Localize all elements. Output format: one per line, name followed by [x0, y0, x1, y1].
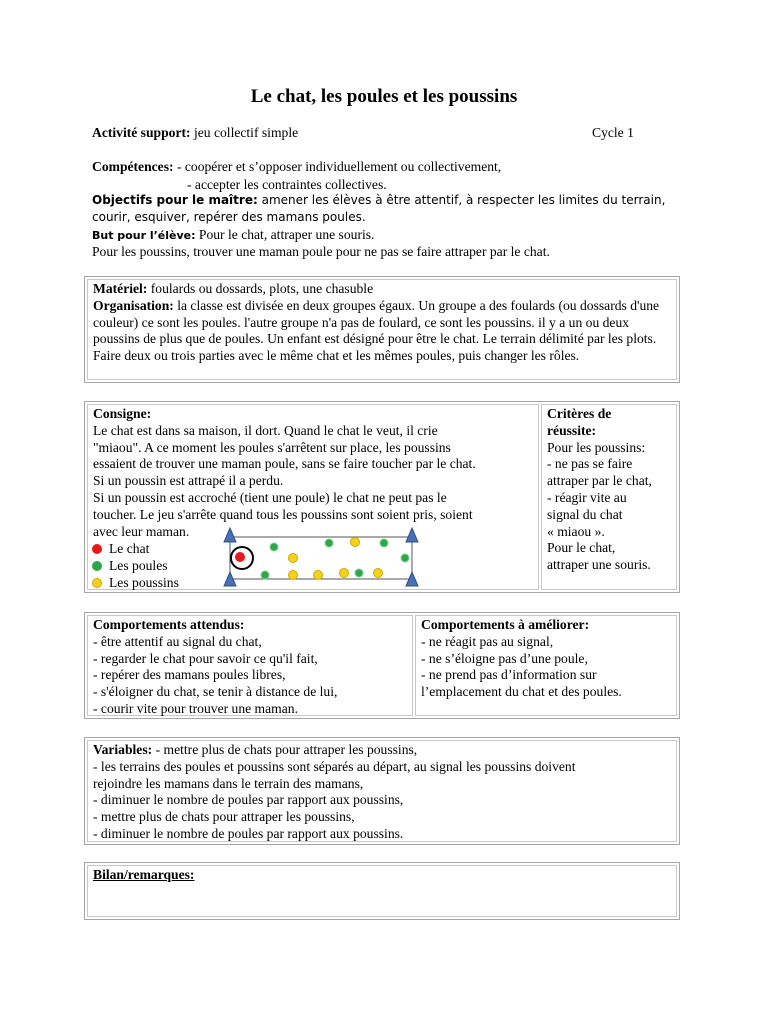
criteres-cell	[541, 404, 677, 590]
variables-inner	[87, 740, 677, 842]
ameliorer-line: - ne s’éloigne pas d’une poule,	[421, 650, 588, 666]
eleve-text-2: Pour les poussins, trouver une maman poule pour ne pas se faire attraper par le chat.	[92, 244, 550, 259]
materiel-inner	[87, 279, 677, 380]
attendus-line: - s'éloigner du chat, se tenir à distance de lui,	[93, 684, 338, 700]
materiel-label: Matériel:	[93, 281, 148, 296]
red-dot-icon	[92, 544, 102, 554]
variables-label: Variables:	[93, 742, 153, 757]
yellow-dot-icon	[92, 578, 102, 588]
variables-line: - diminuer le nombre de poules par rapport aux poussins,	[93, 792, 404, 808]
eleve-line-1	[92, 226, 374, 244]
poule-dot	[261, 571, 269, 579]
field-diagram	[218, 524, 424, 588]
consigne-line: toucher. Le jeu s'arrête quand tous les poussins sont soient pris, soient	[93, 506, 473, 522]
poussin-dot	[314, 571, 323, 580]
criteres-line: Pour les poussins:	[547, 439, 646, 455]
ameliorer-line: - ne réagit pas au signal,	[421, 633, 554, 649]
ameliorer-line: l’emplacement du chat et des poules.	[421, 684, 622, 700]
legend-item-poules	[92, 557, 168, 574]
criteres-line: signal du chat	[547, 506, 623, 522]
consigne-line: Le chat est dans sa maison, il dort. Quand le chat le veut, il crie	[93, 422, 438, 438]
variables-line: - mettre plus de chats pour attraper les poussins,	[93, 809, 355, 825]
criteres-line: - ne pas se faire	[547, 456, 633, 472]
poule-dot	[270, 543, 278, 551]
cone-icon	[406, 528, 418, 542]
legend-label-chat: Le chat	[109, 541, 150, 556]
attendus-line: - courir vite pour trouver une maman.	[93, 700, 298, 716]
competences-line-1	[92, 158, 501, 175]
objectifs-text-1: amener les élèves à être attentif, à respecter les limites du terrain,	[261, 193, 666, 207]
eleve-label: But pour l’élève:	[92, 229, 196, 242]
attendus-label: Comportements attendus:	[93, 617, 245, 632]
poule-dot	[355, 569, 363, 577]
ameliorer-label: Comportements à améliorer:	[421, 617, 590, 632]
variables-box	[84, 737, 680, 845]
criteres-line: Pour le chat,	[547, 540, 616, 556]
consigne-line: essaient de trouver une maman poule, sans se faire toucher par le chat.	[93, 456, 476, 472]
attendus-line: - repérer des mamans poules libres,	[93, 667, 286, 683]
cone-icon	[224, 528, 236, 542]
materiel-line	[93, 281, 671, 298]
activite-value: jeu collectif simple	[193, 125, 299, 140]
page-title: Le chat, les poules et les poussins	[250, 86, 518, 107]
materiel-value: foulards ou dossards, plots, une chasuble	[150, 281, 374, 296]
poule-dot	[380, 539, 388, 547]
objectifs-line-1	[92, 192, 665, 209]
poussin-dot	[289, 571, 298, 580]
variables-first-line	[93, 742, 671, 759]
variables-line: - diminuer le nombre de poules par rapport aux poussins.	[93, 825, 404, 841]
cycle-label: Cycle 1	[592, 125, 634, 140]
attendus-cell	[87, 615, 413, 716]
bilan-inner	[87, 865, 677, 917]
criteres-line: - réagir vite au	[547, 489, 627, 505]
variables-line: - les terrains des poules et poussins sont séparés au départ, au signal les poussins doivent	[93, 758, 576, 774]
objectifs-label: Objectifs pour le maître:	[92, 193, 258, 207]
organisation-text: la classe est divisée en deux groupes égaux. Un groupe a des foulards (ou dossards d'une couleur) ce sont les poules. l'autre groupe n'a pas de foulard, ce sont les poussins. il y a un ou deux poussins de plus que de poules. Un enfant est désigné pour être le chat. Le terrain délimité par les plots.	[93, 297, 660, 347]
consigne-line: "miaou". A ce moment les poules s'arrêtent sur place, les poussins	[93, 439, 451, 455]
consigne-label: Consigne:	[93, 406, 152, 421]
consigne-line: Si un poussin est accroché (tient une poule) le chat ne peut pas le	[93, 489, 447, 505]
legend-label-poussins: Les poussins	[109, 575, 179, 590]
variables-line: rejoindre les mamans dans le terrain des mamans,	[93, 775, 364, 791]
competences-label: Compétences:	[92, 159, 174, 174]
criteres-line: « miaou ».	[547, 523, 605, 539]
legend-label-poules: Les poules	[109, 558, 168, 573]
activite-label: Activité support:	[92, 125, 191, 140]
consigne-line: avec leur maman.	[93, 523, 190, 539]
poussin-dot	[351, 538, 360, 547]
poussin-dot	[374, 569, 383, 578]
poule-dot	[401, 554, 409, 562]
chat-dot	[235, 552, 245, 562]
legend-item-chat	[92, 540, 149, 557]
green-dot-icon	[92, 561, 102, 571]
attendus-line: - être attentif au signal du chat,	[93, 633, 262, 649]
criteres-label-1: Critères de	[547, 406, 612, 421]
competences-text-1: - coopérer et s’opposer individuellement ou collectivement,	[176, 159, 502, 174]
variables-first: - mettre plus de chats pour attraper les poussins,	[155, 742, 418, 757]
activite-line	[92, 124, 298, 141]
attendus-line: - regarder le chat pour savoir ce qu'il fait,	[93, 650, 318, 666]
objectifs-text-2: courir, esquiver, repérer des mamans poules.	[92, 210, 366, 224]
comportements-box	[84, 612, 680, 719]
bilan-label: Bilan/remarques:	[93, 867, 195, 882]
poussin-dot	[289, 554, 298, 563]
bilan-box	[84, 862, 680, 920]
organisation-label: Organisation:	[93, 297, 174, 313]
competences-text-2: - accepter les contraintes collectives.	[187, 177, 387, 192]
parties-text: Faire deux ou trois parties avec le même chat et les mêmes poules, puis changer les rôles.	[93, 348, 580, 364]
ameliorer-cell	[415, 615, 677, 716]
eleve-text-1: Pour le chat, attraper une souris.	[198, 227, 375, 242]
criteres-label-2: réussite:	[547, 422, 597, 438]
criteres-line: attraper par le chat,	[547, 473, 652, 489]
poule-dot	[325, 539, 333, 547]
poussin-dot	[340, 569, 349, 578]
ameliorer-line: - ne prend pas d’information sur	[421, 667, 597, 683]
criteres-line: attraper une souris.	[547, 557, 651, 573]
materiel-box	[84, 276, 680, 383]
legend-item-poussins	[92, 574, 179, 591]
organisation-paragraph	[93, 298, 671, 348]
consigne-line: Si un poussin est attrapé il a perdu.	[93, 473, 284, 489]
